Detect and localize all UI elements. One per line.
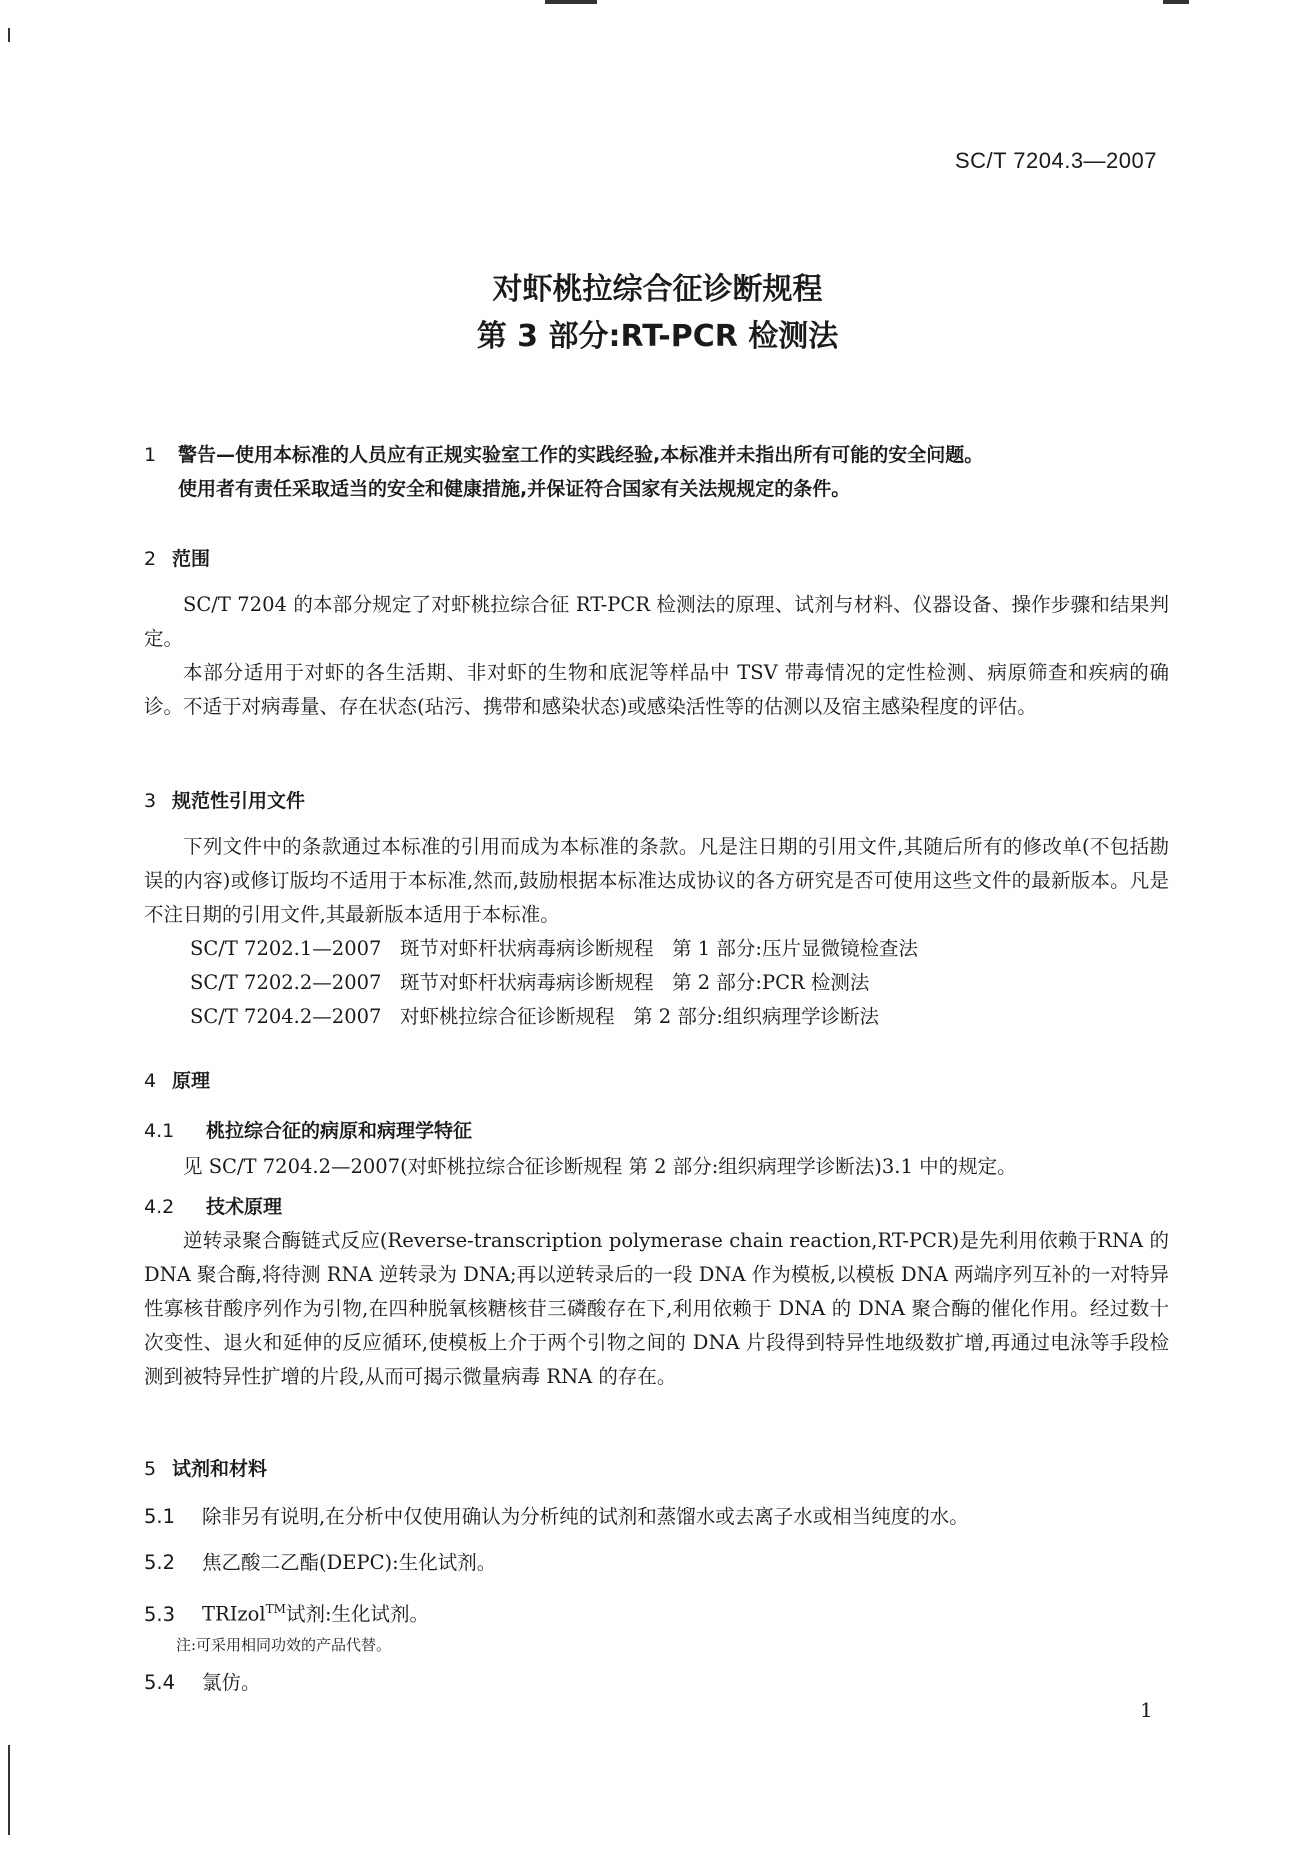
subsection-4-1-heading: [144, 1116, 472, 1143]
section-5-heading: [144, 1454, 267, 1481]
scan-mark: [1163, 0, 1189, 4]
scan-mark: [8, 28, 10, 42]
section-number: 1: [144, 444, 157, 466]
subsection-number: 4.1: [144, 1120, 175, 1142]
section-title: 试剂和材料: [172, 1458, 268, 1480]
paragraph: 本部分适用于对虾的各生活期、非对虾的生物和底泥等样品中 TSV 带毒情况的定性检测、病原筛查和疾病的确诊。不适于对病毒量、存在状态(玷污、携带和感染状态)或感染活性等的估测以及宿主感染程度的评估。: [144, 661, 1169, 718]
reference-item: SC/T 7202.2—2007 斑节对虾杆状病毒病诊断规程 第 2 部分:PCR 检测法: [190, 971, 870, 994]
item-text: 焦乙酸二乙酯(DEPC):生化试剂。: [202, 1551, 497, 1574]
section-number: 3: [144, 790, 157, 812]
section-number: 4: [144, 1070, 157, 1092]
scan-mark: [545, 0, 597, 4]
item-number: 5.4: [144, 1671, 176, 1694]
list-item: [144, 1666, 261, 1700]
section-title: 范围: [172, 548, 211, 570]
list-item: [144, 1546, 496, 1580]
subsection-title: 桃拉综合征的病原和病理学特征: [206, 1120, 473, 1142]
paragraph: 见 SC/T 7204.2—2007(对虾桃拉综合征诊断规程 第 2 部分:组织病理学诊断法)3.1 中的规定。: [183, 1155, 1017, 1178]
item-text: 氯仿。: [202, 1671, 261, 1694]
document-subtitle: 第 3 部分:RT-PCR 检测法: [476, 319, 839, 354]
note: 注:可采用相同功效的产品代替。: [176, 1636, 392, 1654]
item-text-post: 试剂:生化试剂。: [285, 1602, 430, 1626]
subsection-number: 4.2: [144, 1196, 175, 1218]
section-title: 原理: [172, 1070, 211, 1092]
document-title: 对虾桃拉综合征诊断规程: [492, 272, 823, 307]
paragraph: 下列文件中的条款通过本标准的引用而成为本标准的条款。凡是注日期的引用文件,其随后所有的修改单(不包括勘误的内容)或修订版均不适用于本标准,然而,鼓励根据本标准达成协议的各方研究是否可使用这些文件的最新版本。凡是不注日期的引用文件,其最新版本适用于本标准。: [144, 835, 1169, 926]
paragraph: 逆转录聚合酶链式反应(Reverse-transcription polymerase chain reaction,RT-PCR)是先利用依赖于RNA 的 DNA 聚合酶,将待测 RNA 逆转录为 DNA;再以逆转录后的一段 DNA 作为模板,以模板 DNA 两端序列互补的一对特异性寡核苷酸序列作为引物,在四种脱氧核糖核苷三磷酸存在下,利用依赖于 DNA 的 DNA 聚合酶的催化作用。经过数十次变性、退火和延伸的反应循环,使模板上介于两个引物之间的 DNA 片段得到特异性地级数扩增,再通过电泳等手段检测到被特异性扩增的片段,从而可揭示微量病毒 RNA 的存在。: [144, 1229, 1169, 1388]
subsection-4-2-heading: [144, 1192, 282, 1219]
scan-mark: [8, 1745, 10, 1835]
item-number: 5.2: [144, 1551, 176, 1574]
section-2-heading: [144, 544, 210, 571]
warning-line-2: 使用者有责任采取适当的安全和健康措施,并保证符合国家有关法规规定的条件。: [178, 478, 851, 500]
section-3-heading: [144, 786, 305, 813]
document-code: SC/T 7204.3—2007: [954, 148, 1157, 173]
paragraph: SC/T 7204 的本部分规定了对虾桃拉综合征 RT-PCR 检测法的原理、试剂与材料、仪器设备、操作步骤和结果判定。: [144, 593, 1169, 650]
subsection-title: 技术原理: [206, 1196, 283, 1218]
trademark-superscript: TM: [265, 1602, 286, 1616]
reference-item: SC/T 7202.1—2007 斑节对虾杆状病毒病诊断规程 第 1 部分:压片显微镜检查法: [190, 937, 918, 960]
list-item: [144, 1500, 969, 1534]
section-4-heading: [144, 1066, 210, 1093]
item-text: 除非另有说明,在分析中仅使用确认为分析纯的试剂和蒸馏水或去离子水或相当纯度的水。: [202, 1505, 969, 1528]
item-number: 5.1: [144, 1505, 176, 1528]
section-title: 规范性引用文件: [172, 790, 306, 812]
reference-item: SC/T 7204.2—2007 对虾桃拉综合征诊断规程 第 2 部分:组织病理学诊断法: [190, 1005, 879, 1028]
section-number: 5: [144, 1458, 157, 1480]
list-item: [144, 1592, 429, 1632]
section-number: 2: [144, 548, 157, 570]
item-text-pre: TRIzol: [202, 1602, 266, 1626]
item-number: 5.3: [144, 1602, 176, 1626]
warning-line-1: 警告—使用本标准的人员应有正规实验室工作的实践经验,本标准并未指出所有可能的安全问题。: [178, 444, 984, 466]
section-1-warning: [144, 438, 1184, 506]
page-number: 1: [1140, 1698, 1153, 1722]
